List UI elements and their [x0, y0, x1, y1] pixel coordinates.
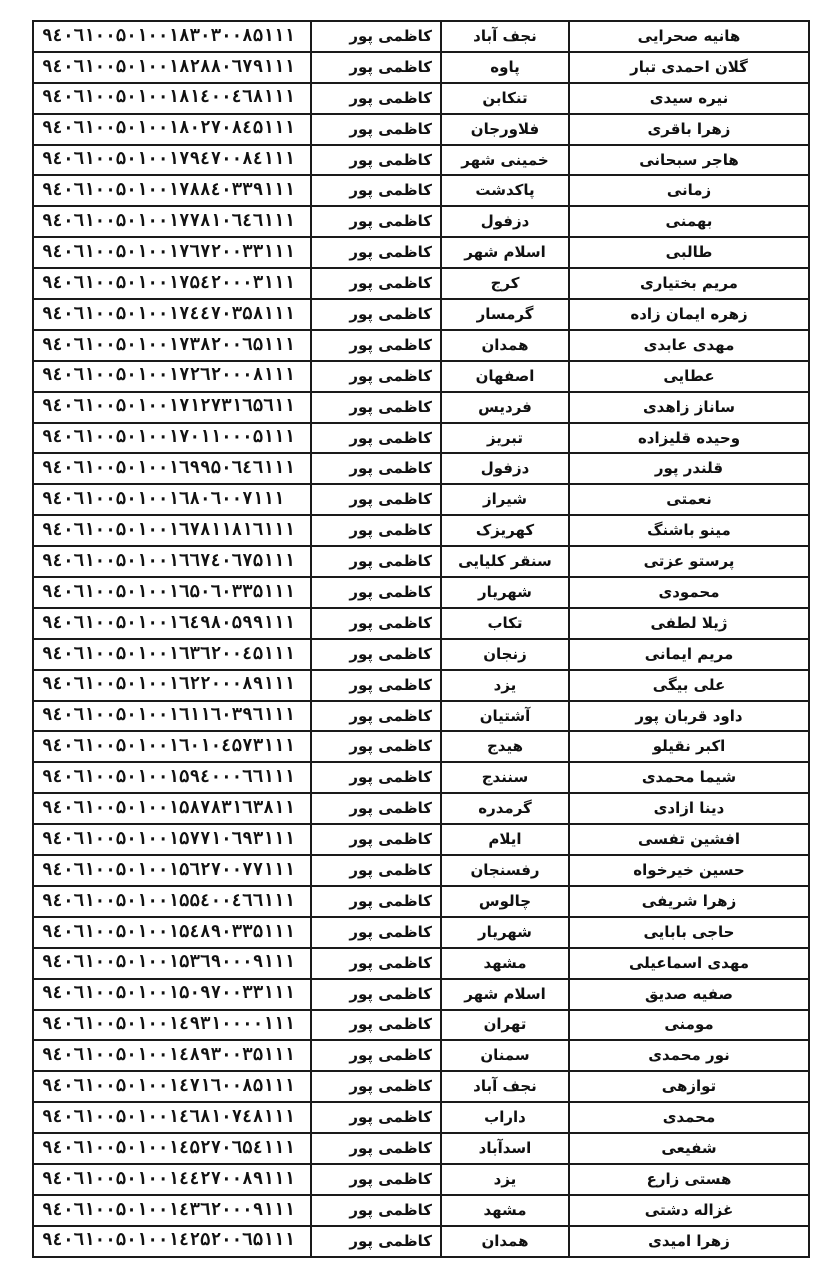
table-row	[33, 1040, 809, 1071]
city-cell: اسلام شهر	[441, 237, 569, 268]
city-cell: سنندج	[441, 762, 569, 793]
table-row	[33, 639, 809, 670]
table-row	[33, 608, 809, 639]
person-name-cell: مینو باشنگ	[569, 515, 809, 546]
supervisor-cell: کاظمی پور	[311, 453, 441, 484]
city-cell: دزفول	[441, 453, 569, 484]
tracking-code-cell: ۹٤۰٦۱۰۰۵۰۱۰۰۱۷۳۸۲۰۰٦۵۱۱۱	[33, 330, 311, 361]
tracking-code-cell: ۹٤۰٦۱۰۰۵۰۱۰۰۱٦٦۷٤۰٦۷۵۱۱۱	[33, 546, 311, 577]
person-name-cell: صفیه صدیق	[569, 979, 809, 1010]
tracking-code-cell: ۹٤۰٦۱۰۰۵۰۱۰۰۱۵٦۲۷۰۰۷۷۱۱۱	[33, 855, 311, 886]
person-name-cell: طالبی	[569, 237, 809, 268]
table-row	[33, 762, 809, 793]
supervisor-cell: کاظمی پور	[311, 330, 441, 361]
supervisor-cell: کاظمی پور	[311, 83, 441, 114]
person-name-cell: مهدی عابدی	[569, 330, 809, 361]
tracking-code-cell: ۹٤۰٦۱۰۰۵۰۱۰۰۱٦۲۲۰۰۰۸۹۱۱۱	[33, 670, 311, 701]
table-row	[33, 1010, 809, 1041]
person-name-cell: عطایی	[569, 361, 809, 392]
person-name-cell: هاجر سبحانی	[569, 145, 809, 176]
table-row	[33, 268, 809, 299]
person-name-cell: گلان احمدی تبار	[569, 52, 809, 83]
table-row	[33, 114, 809, 145]
city-cell: سنقر کلیایی	[441, 546, 569, 577]
supervisor-cell: کاظمی پور	[311, 484, 441, 515]
supervisor-cell: کاظمی پور	[311, 639, 441, 670]
tracking-code-cell: ۹٤۰٦۱۰۰۵۰۱۰۰۱٦۱۱٦۰۳۹٦۱۱۱	[33, 701, 311, 732]
table-row	[33, 793, 809, 824]
table-row	[33, 237, 809, 268]
city-cell: فلاورجان	[441, 114, 569, 145]
table-row	[33, 886, 809, 917]
person-name-cell: پرستو عزتی	[569, 546, 809, 577]
person-name-cell: وحیده قلیزاده	[569, 423, 809, 454]
city-cell: فردیس	[441, 392, 569, 423]
table-row	[33, 1195, 809, 1226]
city-cell: همدان	[441, 1226, 569, 1257]
supervisor-cell: کاظمی پور	[311, 361, 441, 392]
supervisor-cell: کاظمی پور	[311, 1164, 441, 1195]
supervisor-cell: کاظمی پور	[311, 1010, 441, 1041]
tracking-code-cell: ۹٤۰٦۱۰۰۵۰۱۰۰۱٦٤۹۸۰۵۹۹۱۱۱	[33, 608, 311, 639]
person-name-cell: شیما محمدی	[569, 762, 809, 793]
supervisor-cell: کاظمی پور	[311, 52, 441, 83]
tracking-code-cell: ۹٤۰٦۱۰۰۵۰۱۰۰۱۸۰۲۷۰۸٤۵۱۱۱	[33, 114, 311, 145]
tracking-code-cell: ۹٤۰٦۱۰۰۵۰۱۰۰۱٦۵۰٦۰۳۳۵۱۱۱	[33, 577, 311, 608]
tracking-code-cell: ۹٤۰٦۱۰۰۵۰۱۰۰۱۷۹٤۷۰۰۸٤۱۱۱	[33, 145, 311, 176]
table-row	[33, 1133, 809, 1164]
supervisor-cell: کاظمی پور	[311, 886, 441, 917]
tracking-code-cell: ۹٤۰٦۱۰۰۵۰۱۰۰۱۷۰۱۱۰۰۰۵۱۱۱	[33, 423, 311, 454]
city-cell: یزد	[441, 670, 569, 701]
person-name-cell: محمودی	[569, 577, 809, 608]
table-row	[33, 1071, 809, 1102]
person-name-cell: دینا ازادی	[569, 793, 809, 824]
tracking-code-cell: ۹٤۰٦۱۰۰۵۰۱۰۰۱٦۸۰٦۰۰۷۱۱۱	[33, 484, 311, 515]
tracking-code-cell: ۹٤۰٦۱۰۰۵۰۱۰۰۱٤۵۲۷۰٦۵٤۱۱۱	[33, 1133, 311, 1164]
supervisor-cell: کاظمی پور	[311, 546, 441, 577]
supervisor-cell: کاظمی پور	[311, 855, 441, 886]
table-row	[33, 299, 809, 330]
table-row	[33, 979, 809, 1010]
city-cell: خمینی شهر	[441, 145, 569, 176]
supervisor-cell: کاظمی پور	[311, 1102, 441, 1133]
supervisor-cell: کاظمی پور	[311, 670, 441, 701]
table-row	[33, 824, 809, 855]
tracking-code-cell: ۹٤۰٦۱۰۰۵۰۱۰۰۱٦۹۹۵۰٦٤٦۱۱۱	[33, 453, 311, 484]
tracking-code-cell: ۹٤۰٦۱۰۰۵۰۱۰۰۱۷۵٤۲۰۰۰۳۱۱۱	[33, 268, 311, 299]
person-name-cell: مریم بختیاری	[569, 268, 809, 299]
city-cell: اسلام شهر	[441, 979, 569, 1010]
person-name-cell: مهدی اسماعیلی	[569, 948, 809, 979]
city-cell: نجف آباد	[441, 1071, 569, 1102]
city-cell: تهران	[441, 1010, 569, 1041]
person-name-cell: هستی زارع	[569, 1164, 809, 1195]
tracking-code-cell: ۹٤۰٦۱۰۰۵۰۱۰۰۱۵۳٦۹۰۰۰۹۱۱۱	[33, 948, 311, 979]
person-name-cell: بهمنی	[569, 206, 809, 237]
supervisor-cell: کاظمی پور	[311, 608, 441, 639]
supervisor-cell: کاظمی پور	[311, 762, 441, 793]
person-name-cell: حسین خیرخواه	[569, 855, 809, 886]
supervisor-cell: کاظمی پور	[311, 299, 441, 330]
table-row	[33, 731, 809, 762]
person-name-cell: قلندر پور	[569, 453, 809, 484]
supervisor-cell: کاظمی پور	[311, 577, 441, 608]
table-row	[33, 855, 809, 886]
city-cell: کرج	[441, 268, 569, 299]
city-cell: نجف آباد	[441, 21, 569, 52]
table-row	[33, 1164, 809, 1195]
person-name-cell: نعمتی	[569, 484, 809, 515]
supervisor-cell: کاظمی پور	[311, 917, 441, 948]
supervisor-cell: کاظمی پور	[311, 423, 441, 454]
person-name-cell: زهره ایمان زاده	[569, 299, 809, 330]
tracking-code-cell: ۹٤۰٦۱۰۰۵۰۱۰۰۱۵۸۷۸۳۱٦۳۸۱۱	[33, 793, 311, 824]
tracking-code-cell: ۹٤۰٦۱۰۰۵۰۱۰۰۱٦۰۱۰٤۵۷۳۱۱۱	[33, 731, 311, 762]
table-row	[33, 917, 809, 948]
tracking-code-cell: ۹٤۰٦۱۰۰۵۰۱۰۰۱۵۰۹۷۰۰۳۳۱۱۱	[33, 979, 311, 1010]
person-name-cell: شفیعی	[569, 1133, 809, 1164]
table-row	[33, 361, 809, 392]
supervisor-cell: کاظمی پور	[311, 793, 441, 824]
supervisor-cell: کاظمی پور	[311, 268, 441, 299]
table-row	[33, 392, 809, 423]
city-cell: ایلام	[441, 824, 569, 855]
tracking-code-cell: ۹٤۰٦۱۰۰۵۰۱۰۰۱۷۲٦۲۰۰۰۸۱۱۱	[33, 361, 311, 392]
supervisor-cell: کاظمی پور	[311, 392, 441, 423]
person-name-cell: اکبر نقیلو	[569, 731, 809, 762]
table-row	[33, 145, 809, 176]
city-cell: زنجان	[441, 639, 569, 670]
city-cell: تبریز	[441, 423, 569, 454]
tracking-code-cell: ۹٤۰٦۱۰۰۵۰۱۰۰۱۷٦۷۲۰۰۳۳۱۱۱	[33, 237, 311, 268]
person-name-cell: زهرا امیدی	[569, 1226, 809, 1257]
tracking-code-cell: ۹٤۰٦۱۰۰۵۰۱۰۰۱٤٤۲۷۰۰۸۹۱۱۱	[33, 1164, 311, 1195]
person-name-cell: ساناز زاهدی	[569, 392, 809, 423]
tracking-code-cell: ۹٤۰٦۱۰۰۵۰۱۰۰۱۵۷۷۱۰٦۹۳۱۱۱	[33, 824, 311, 855]
person-name-cell: زهرا باقری	[569, 114, 809, 145]
supervisor-cell: کاظمی پور	[311, 731, 441, 762]
tracking-code-cell: ۹٤۰٦۱۰۰۵۰۱۰۰۱٤۸۹۳۰۰۳۵۱۱۱	[33, 1040, 311, 1071]
supervisor-cell: کاظمی پور	[311, 1133, 441, 1164]
supervisor-cell: کاظمی پور	[311, 1195, 441, 1226]
person-name-cell: غزاله دشتی	[569, 1195, 809, 1226]
table-row	[33, 1102, 809, 1133]
table-row	[33, 577, 809, 608]
person-name-cell: حاجی بابایی	[569, 917, 809, 948]
city-cell: یزد	[441, 1164, 569, 1195]
table-row	[33, 52, 809, 83]
person-name-cell: مومنی	[569, 1010, 809, 1041]
table-row	[33, 701, 809, 732]
tracking-code-cell: ۹٤۰٦۱۰۰۵۰۱۰۰۱٤۳٦۲۰۰۰۹۱۱۱	[33, 1195, 311, 1226]
tracking-code-cell: ۹٤۰٦۱۰۰۵۰۱۰۰۱۵۹٤۰۰۰٦٦۱۱۱	[33, 762, 311, 793]
tracking-code-cell: ۹٤۰٦۱۰۰۵۰۱۰۰۱۵۵٤۰۰٤٦٦۱۱۱	[33, 886, 311, 917]
supervisor-cell: کاظمی پور	[311, 206, 441, 237]
table-row	[33, 206, 809, 237]
city-cell: همدان	[441, 330, 569, 361]
supervisor-cell: کاظمی پور	[311, 175, 441, 206]
city-cell: چالوس	[441, 886, 569, 917]
supervisor-cell: کاظمی پور	[311, 515, 441, 546]
supervisor-cell: کاظمی پور	[311, 1040, 441, 1071]
city-cell: شیراز	[441, 484, 569, 515]
supervisor-cell: کاظمی پور	[311, 145, 441, 176]
city-cell: شهریار	[441, 917, 569, 948]
person-name-cell: داود قربان پور	[569, 701, 809, 732]
table-row	[33, 948, 809, 979]
tracking-code-cell: ۹٤۰٦۱۰۰۵۰۱۰۰۱٦۷۸۱۱۸۱٦۱۱۱	[33, 515, 311, 546]
table-row	[33, 21, 809, 52]
city-cell: آشتیان	[441, 701, 569, 732]
supervisor-cell: کاظمی پور	[311, 1071, 441, 1102]
city-cell: هیدج	[441, 731, 569, 762]
table-row	[33, 453, 809, 484]
records-table	[32, 20, 810, 1258]
person-name-cell: نور محمدی	[569, 1040, 809, 1071]
tracking-code-cell: ۹٤۰٦۱۰۰۵۰۱۰۰۱۷۷۸۱۰٦٤٦۱۱۱	[33, 206, 311, 237]
person-name-cell: محمدی	[569, 1102, 809, 1133]
city-cell: مشهد	[441, 948, 569, 979]
supervisor-cell: کاظمی پور	[311, 824, 441, 855]
tracking-code-cell: ۹٤۰٦۱۰۰۵۰۱۰۰۱۷۸۸٤۰۳۳۹۱۱۱	[33, 175, 311, 206]
table-row	[33, 1226, 809, 1257]
table-row	[33, 83, 809, 114]
city-cell: پاوه	[441, 52, 569, 83]
person-name-cell: زمانی	[569, 175, 809, 206]
tracking-code-cell: ۹٤۰٦۱۰۰۵۰۱۰۰۱٤۲۵۲۰۰٦۵۱۱۱	[33, 1226, 311, 1257]
person-name-cell: علی بیگی	[569, 670, 809, 701]
tracking-code-cell: ۹٤۰٦۱۰۰۵۰۱۰۰۱۵٤۸۹۰۳۳۵۱۱۱	[33, 917, 311, 948]
city-cell: داراب	[441, 1102, 569, 1133]
person-name-cell: زهرا شریفی	[569, 886, 809, 917]
city-cell: رفسنجان	[441, 855, 569, 886]
city-cell: مشهد	[441, 1195, 569, 1226]
supervisor-cell: کاظمی پور	[311, 21, 441, 52]
city-cell: تنکابن	[441, 83, 569, 114]
table-row	[33, 175, 809, 206]
person-name-cell: ژیلا لطفی	[569, 608, 809, 639]
tracking-code-cell: ۹٤۰٦۱۰۰۵۰۱۰۰۱٤۷۱٦۰۰۸۵۱۱۱	[33, 1071, 311, 1102]
city-cell: دزفول	[441, 206, 569, 237]
tracking-code-cell: ۹٤۰٦۱۰۰۵۰۱۰۰۱۸۱٤۰۰٤٦۸۱۱۱	[33, 83, 311, 114]
supervisor-cell: کاظمی پور	[311, 948, 441, 979]
city-cell: اصفهان	[441, 361, 569, 392]
city-cell: کهریزک	[441, 515, 569, 546]
records-table-body	[33, 21, 809, 1257]
tracking-code-cell: ۹٤۰٦۱۰۰۵۰۱۰۰۱٤۹۳۱۰۰۰۰۱۱۱	[33, 1010, 311, 1041]
tracking-code-cell: ۹٤۰٦۱۰۰۵۰۱۰۰۱۸۲۸۸۰٦۷۹۱۱۱	[33, 52, 311, 83]
tracking-code-cell: ۹٤۰٦۱۰۰۵۰۱۰۰۱٤٦۸۱۰۷٤۸۱۱۱	[33, 1102, 311, 1133]
city-cell: تکاب	[441, 608, 569, 639]
supervisor-cell: کاظمی پور	[311, 114, 441, 145]
city-cell: شهریار	[441, 577, 569, 608]
supervisor-cell: کاظمی پور	[311, 701, 441, 732]
table-row	[33, 546, 809, 577]
tracking-code-cell: ۹٤۰٦۱۰۰۵۰۱۰۰۱۷۱۲۷۳۱٦۵٦۱۱	[33, 392, 311, 423]
tracking-code-cell: ۹٤۰٦۱۰۰۵۰۱۰۰۱۸۳۰۳۰۰۸۵۱۱۱	[33, 21, 311, 52]
supervisor-cell: کاظمی پور	[311, 1226, 441, 1257]
supervisor-cell: کاظمی پور	[311, 237, 441, 268]
person-name-cell: مریم ایمانی	[569, 639, 809, 670]
person-name-cell: هانیه صحرایی	[569, 21, 809, 52]
person-name-cell: توازهی	[569, 1071, 809, 1102]
table-row	[33, 484, 809, 515]
person-name-cell: افشین تفسی	[569, 824, 809, 855]
city-cell: پاکدشت	[441, 175, 569, 206]
city-cell: گرمدره	[441, 793, 569, 824]
table-row	[33, 670, 809, 701]
table-row	[33, 515, 809, 546]
city-cell: سمنان	[441, 1040, 569, 1071]
table-row	[33, 330, 809, 361]
city-cell: گرمسار	[441, 299, 569, 330]
tracking-code-cell: ۹٤۰٦۱۰۰۵۰۱۰۰۱۷٤٤۷۰۳۵۸۱۱۱	[33, 299, 311, 330]
supervisor-cell: کاظمی پور	[311, 979, 441, 1010]
person-name-cell: نیره سیدی	[569, 83, 809, 114]
table-row	[33, 423, 809, 454]
tracking-code-cell: ۹٤۰٦۱۰۰۵۰۱۰۰۱٦۳٦۲۰۰٤۵۱۱۱	[33, 639, 311, 670]
city-cell: اسدآباد	[441, 1133, 569, 1164]
